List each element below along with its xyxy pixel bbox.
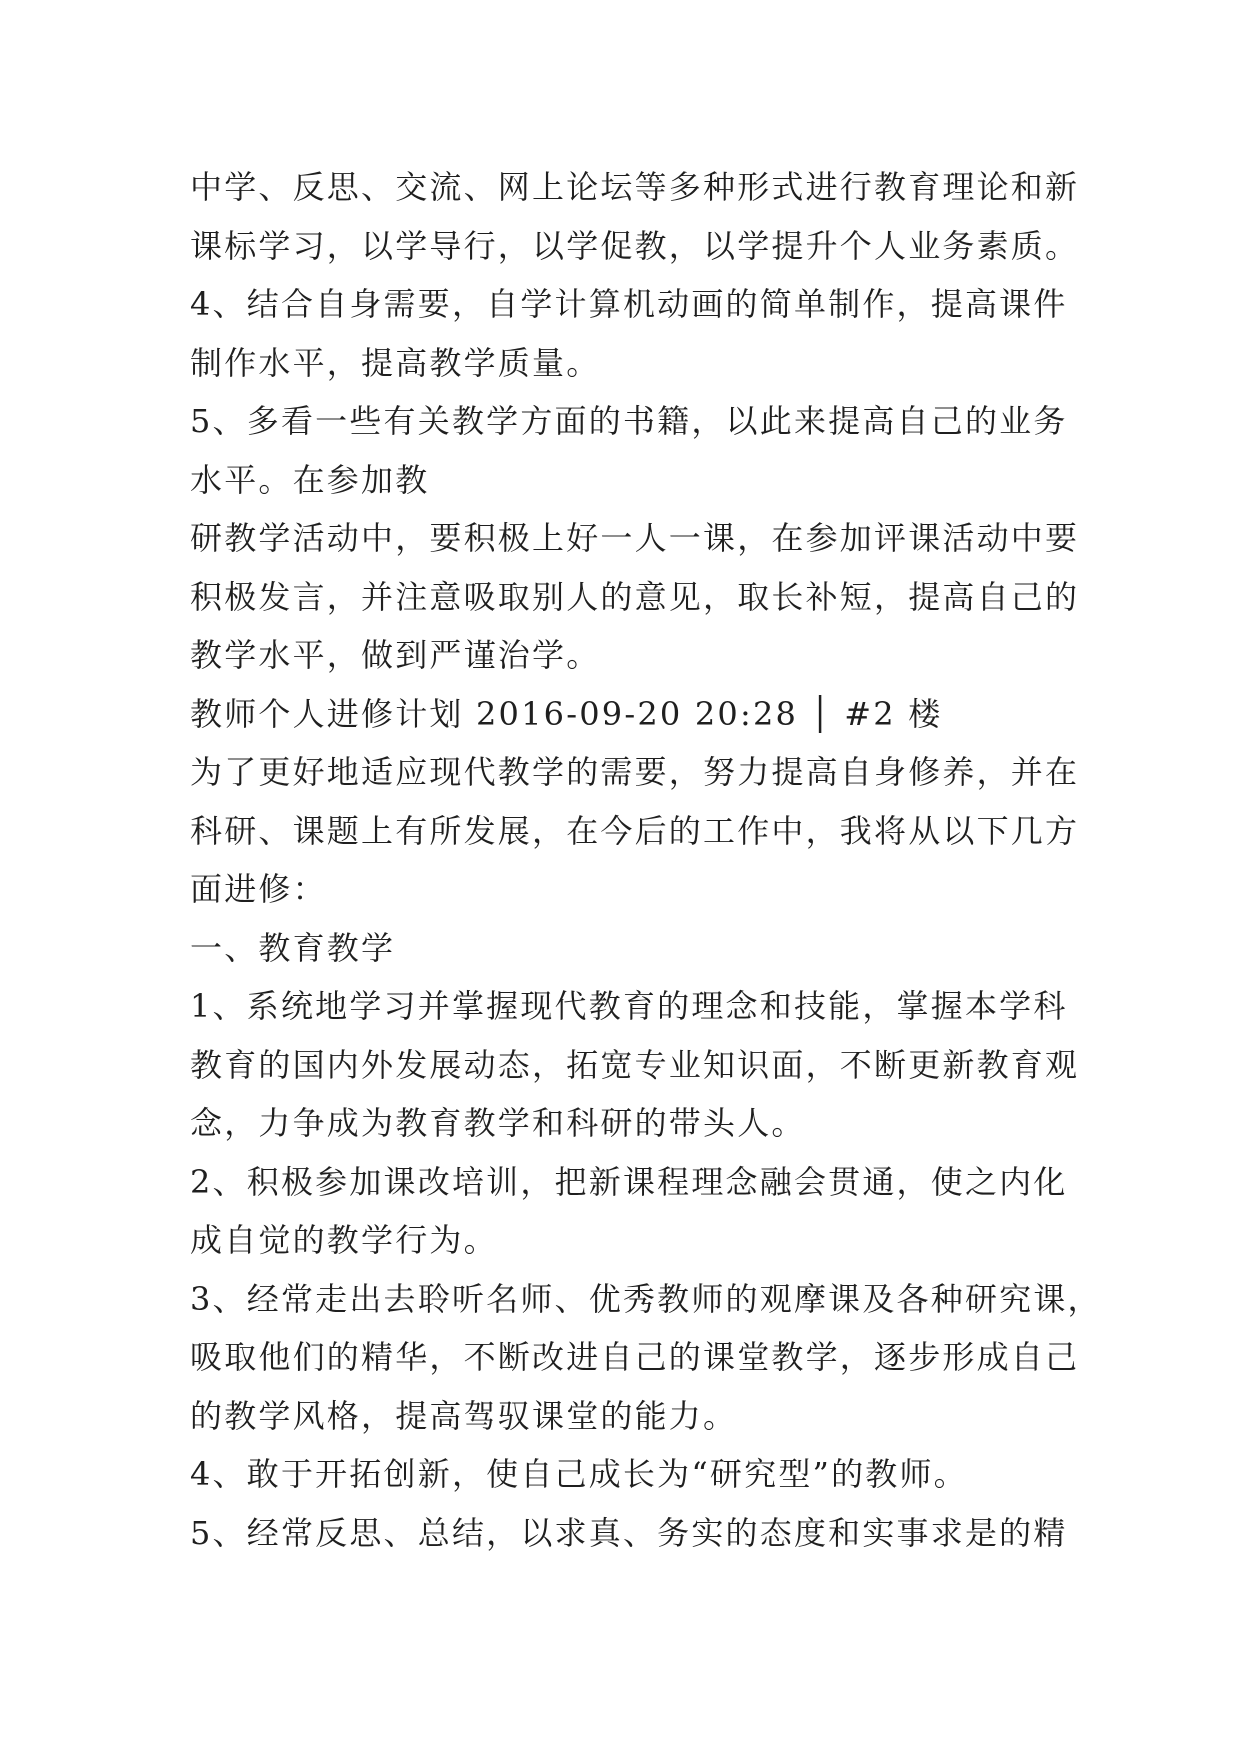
text-line: 课标学习，以学导行，以学促教，以学提升个人业务素质。 <box>190 226 1080 265</box>
text-line: 念，力争成为教育教学和科研的带头人。 <box>190 1104 806 1142</box>
text-line: 4、敢于开拓创新，使自己成长为“研究型”的教师。 <box>190 1455 968 1493</box>
text-line: 3、经常走出去聆听名师、优秀教师的观摩课及各种研究课， <box>190 1279 1102 1318</box>
text-line: 制作水平，提高教学质量。 <box>190 343 601 382</box>
text-line: 科研、课题上有所发展，在今后的工作中，我将从以下几方 <box>190 811 1080 850</box>
text-line: 5、多看一些有关教学方面的书籍，以此来提高自己的业务 <box>190 402 1068 440</box>
text-line: 的教学风格，提高驾驭课堂的能力。 <box>190 1396 738 1435</box>
text-line: 水平。在参加教 <box>190 460 430 499</box>
text-line: 积极发言，并注意吸取别人的意见，取长补短，提高自己的 <box>190 577 1080 616</box>
text-line: 中学、反思、交流、网上论坛等多种形式进行教育理论和新 <box>190 168 1080 206</box>
document-body <box>190 158 1102 1562</box>
text-line: 教学水平，做到严谨治学。 <box>190 636 601 674</box>
text-line: 5、经常反思、总结，以求真、务实的态度和实事求是的精 <box>190 1513 1068 1552</box>
text-line: 为了更好地适应现代教学的需要，努力提高自身修养，并在 <box>190 753 1080 791</box>
text-line: 2、积极参加课改培训，把新课程理念融会贯通，使之内化 <box>190 1162 1068 1201</box>
text-line: 研教学活动中，要积极上好一人一课，在参加评课活动中要 <box>190 519 1080 557</box>
text-line: 1、系统地学习并掌握现代教育的理念和技能，掌握本学科 <box>190 987 1068 1025</box>
section-heading: 一、教育教学 <box>190 928 396 967</box>
text-line: 4、结合自身需要，自学计算机动画的简单制作，提高课件 <box>190 285 1068 323</box>
text-line: 成自觉的教学行为。 <box>190 1221 498 1259</box>
text-line: 面进修： <box>190 870 327 908</box>
text-line: 教育的国内外发展动态，拓宽专业知识面，不断更新教育观 <box>190 1045 1080 1084</box>
post-header-line: 教师个人进修计划 2016-09-20 20:28 │ #2 楼 <box>190 694 943 733</box>
text-line: 吸取他们的精华，不断改进自己的课堂教学，逐步形成自己 <box>190 1338 1080 1376</box>
